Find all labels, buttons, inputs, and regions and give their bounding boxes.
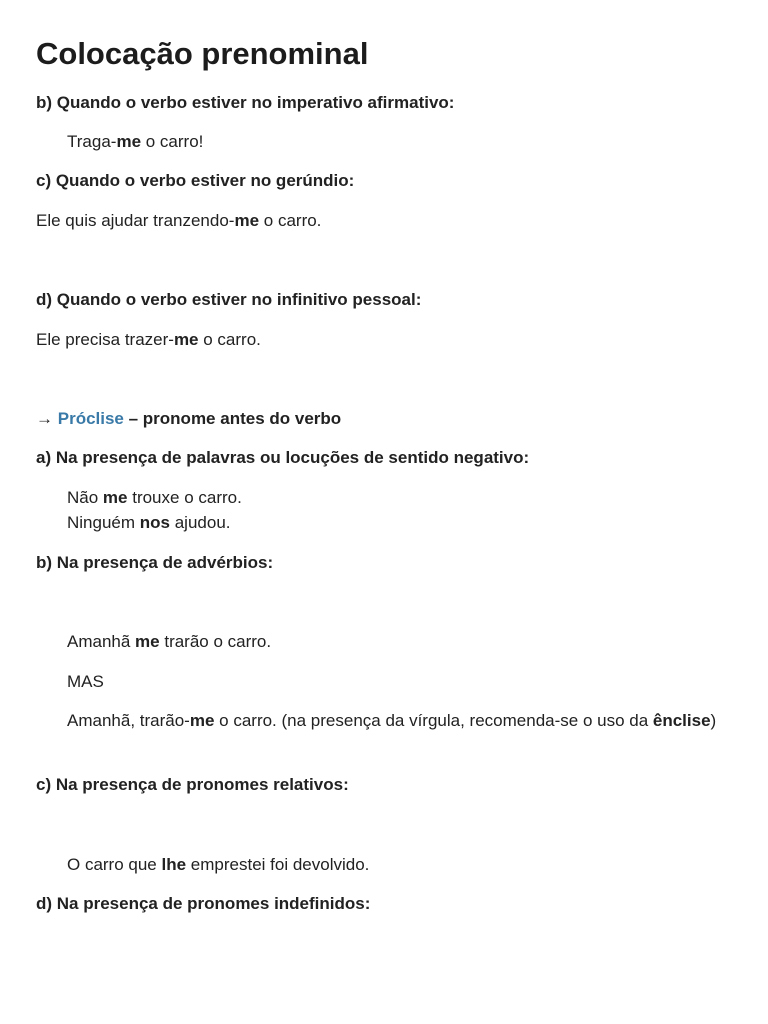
example-text: trouxe o carro.: [127, 488, 242, 507]
example-adverbios-2: [67, 708, 732, 733]
example-text: Ele quis ajudar tranzendo-: [36, 211, 235, 230]
example-adverbios-1: [67, 629, 732, 654]
mas-label: MAS: [67, 672, 104, 691]
pronoun-highlight: me: [189, 711, 215, 730]
pronoun-highlight: me: [102, 488, 128, 507]
example-text: Amanhã, trarão-: [67, 711, 190, 730]
example-gerundio: [36, 208, 732, 233]
pronoun-highlight: nos: [139, 513, 170, 532]
arrow-icon: →: [36, 409, 58, 428]
example-infinitivo: [36, 327, 732, 352]
example-relativos: [67, 852, 732, 877]
example-text: trarão o carro.: [159, 632, 272, 651]
heading-gerundio: c) Quando o verbo estiver no gerúndio:: [36, 171, 355, 190]
enclise-term: ênclise: [652, 711, 711, 730]
proclise-definition: – pronome antes do verbo: [123, 409, 342, 428]
example-negativo-1: [67, 485, 732, 510]
proclise-link[interactable]: Próclise: [57, 409, 124, 428]
example-text: Ele precisa trazer-: [36, 330, 174, 349]
pronoun-highlight: lhe: [161, 855, 187, 874]
example-text: Ninguém: [67, 513, 140, 532]
proclise-heading: [36, 406, 732, 431]
example-text: Não: [67, 488, 103, 507]
example-text: O carro que: [67, 855, 162, 874]
heading-infinitivo: d) Quando o verbo estiver no infinitivo pessoal:: [36, 290, 422, 309]
example-text: Amanhã: [67, 632, 136, 651]
heading-adverbios: b) Na presença de advérbios:: [36, 553, 274, 572]
heading-relativos: c) Na presença de pronomes relativos:: [36, 775, 349, 794]
example-text: ): [710, 711, 717, 730]
example-text: ajudou.: [170, 513, 231, 532]
pronoun-highlight: me: [116, 132, 142, 151]
page-title: Colocação prenominal: [36, 36, 369, 71]
pronoun-highlight: me: [135, 632, 160, 651]
heading-imperativo: b) Quando o verbo estiver no imperativo afirmativo:: [36, 93, 455, 112]
example-negativo-2: [67, 510, 732, 535]
example-text: o carro.: [259, 211, 322, 230]
pronoun-highlight: me: [234, 211, 260, 230]
example-text: o carro. (na presença da vírgula, recomenda-se o uso da: [214, 711, 653, 730]
heading-negativo: a) Na presença de palavras ou locuções de sentido negativo:: [36, 448, 530, 467]
pronoun-highlight: me: [173, 330, 199, 349]
heading-indefinidos: d) Na presença de pronomes indefinidos:: [36, 894, 371, 913]
example-imperativo: [67, 129, 732, 154]
example-text: o carro!: [141, 132, 204, 151]
example-text: emprestei foi devolvido.: [186, 855, 370, 874]
example-text: Traga-: [67, 132, 117, 151]
example-text: o carro.: [198, 330, 261, 349]
